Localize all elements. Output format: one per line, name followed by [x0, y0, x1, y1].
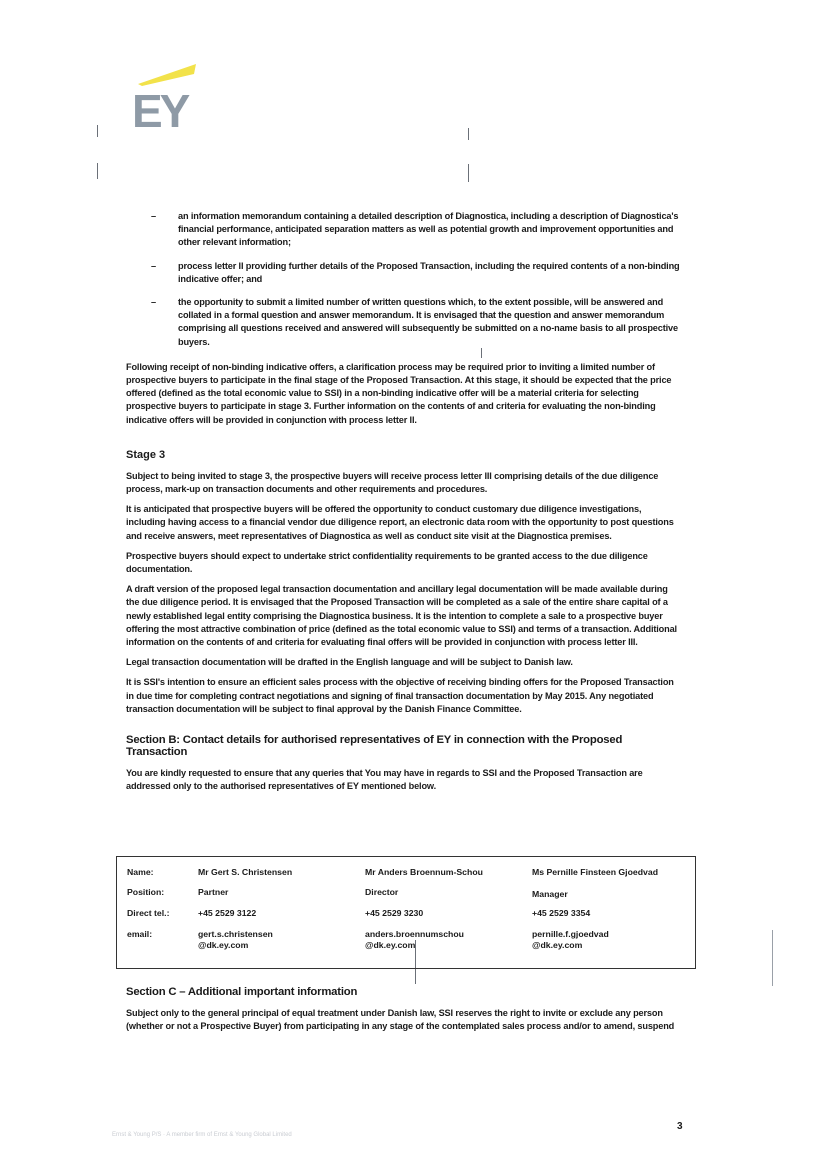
contact-email: [532, 929, 609, 951]
bullet-text: – an information memorandum containing a detailed description of Diagnostica, including a description of Diagnostica's financial performance, anticipated separation matters as well as potential growth and improvement opportunities and other relevant information;: [178, 211, 679, 248]
main-content: [126, 210, 682, 801]
contact-position: Manager: [532, 889, 568, 899]
list-item: [178, 210, 682, 250]
contact-position: Director: [365, 887, 399, 897]
bullet-list: [126, 210, 682, 349]
contact-name: Mr Anders Broennum-Schou: [365, 867, 483, 877]
paragraph: A draft version of the proposed legal transaction documentation and ancillary legal documentation will be made available during the due diligence period. It is envisaged that the Proposed Transaction will be completed as a sale of the entire share capital of a newly established legal entity comprising the Diagnostica business. It is the intention to complete a sale to a prospective buyer offering the most attractive combination of price (defined as the total economic value to SSI) and terms of a transaction. Additional information on the contents of and criteria for evaluating final offers will be provided in conjunction with process letter III.: [126, 584, 677, 648]
label-position: Position:: [127, 887, 165, 897]
page-number: 3: [677, 1121, 683, 1132]
email-user: gert.s.christensen: [198, 929, 273, 939]
contact-tel: +45 2529 3354: [532, 908, 591, 918]
scan-mark: [97, 163, 98, 179]
section-b-intro: You are kindly requested to ensure that any queries that You may have in regards to SSI and the Proposed Transaction are addressed only to the authorised representatives of EY mentioned below.: [126, 768, 643, 792]
scan-mark: [772, 930, 773, 986]
label-direct-tel: Direct tel.:: [127, 908, 170, 918]
contact-position: Partner: [198, 887, 229, 897]
email-user: pernille.f.gjoedvad: [532, 929, 609, 939]
section-c-heading: Section C – Additional important information: [126, 986, 358, 998]
email-domain: @dk.ey.com: [365, 940, 416, 950]
contact-tel: +45 2529 3122: [198, 908, 257, 918]
paragraph: Legal transaction documentation will be drafted in the English language and will be subject to Danish law.: [126, 657, 573, 668]
section-c-text: Subject only to the general principal of equal treatment under Danish law, SSI reserves the right to invite or exclude any person (whether or not a Prospective Buyer) from participating in any stage of the contemplated sales process and/or to amend, suspend: [126, 1008, 675, 1032]
logo-text: EY: [132, 85, 188, 137]
paragraph: It is SSI's intention to ensure an efficient sales process with the objective of receiving binding offers for the Proposed Transaction in due time for completing contract negotiations and signing of final transaction documentation by May 2015. Any negotiated transaction documentation will be subject to final approval by the Danish Finance Committee.: [126, 677, 674, 714]
email-domain: @dk.ey.com: [198, 940, 249, 950]
section-b-heading: Section B: Contact details for authorised representatives of EY in connection with the Proposed Transaction: [126, 734, 623, 759]
scan-mark: [97, 125, 98, 137]
bullet-text: – the opportunity to submit a limited number of written questions which, to the extent possible, will be answered and collated in a formal question and answer memorandum. It is envisaged that the question and answer memorandum comprising all questions received and answered will subsequently be submitted on a no-name basis to all prospective buyers.: [178, 297, 678, 347]
paragraph: It is anticipated that prospective buyers will be offered the opportunity to conduct customary due diligence investigations, including having access to a financial vendor due diligence report, an electronic data room with the opportunity to post questions and receive answers, meet representatives of Diagnostica as well as conduct site visit at the Diagnostica premises.: [126, 504, 674, 541]
contact-email: [198, 929, 273, 951]
label-email: email:: [127, 929, 153, 939]
scan-mark: [468, 128, 469, 140]
paragraph: Subject to being invited to stage 3, the prospective buyers will receive process letter III comprising details of the due diligence process, mark-up on transaction documents and other requirements and procedures.: [126, 470, 659, 495]
list-item: [178, 260, 682, 286]
contact-tel: +45 2529 3230: [365, 908, 424, 918]
contacts-table: [116, 856, 696, 969]
stage3-heading: Stage 3: [126, 448, 166, 461]
list-item: [178, 296, 682, 349]
contact-email: [365, 929, 464, 951]
paragraph-following-receipt: Following receipt of non-binding indicative offers, a clarification process may be required prior to inviting a limited number of prospective buyers to participate in the final stage of the Proposed Transaction. At this stage, it should be expected that the price offered (defined as the total economic value to SSI) in a non-binding indicative offer will be a material criteria for selecting prospective buyers to participate in stage 3. Further information on the contents of and criteria for evaluating the non-binding indicative offers will be provided in conjunction with process letter II.: [126, 361, 672, 425]
bullet-text: – process letter II providing further details of the Proposed Transaction, including the required contents of a non-binding indicative offer; and: [178, 260, 680, 284]
ey-logo: [132, 62, 202, 137]
scan-mark: [468, 164, 469, 182]
email-user: anders.broennumschou: [365, 929, 464, 939]
section-c: [126, 986, 686, 1040]
label-name: Name:: [127, 867, 154, 877]
footer-text: Ernst & Young P/S · A member firm of Ernst & Young Global Limited: [112, 1132, 292, 1138]
contact-name: Mr Gert S. Christensen: [198, 867, 293, 877]
email-domain: @dk.ey.com: [532, 940, 583, 950]
paragraph: Prospective buyers should expect to undertake strict confidentiality requirements to be granted access to the due diligence documentation.: [126, 550, 648, 575]
contact-name: Ms Pernille Finsteen Gjoedvad: [532, 867, 659, 877]
